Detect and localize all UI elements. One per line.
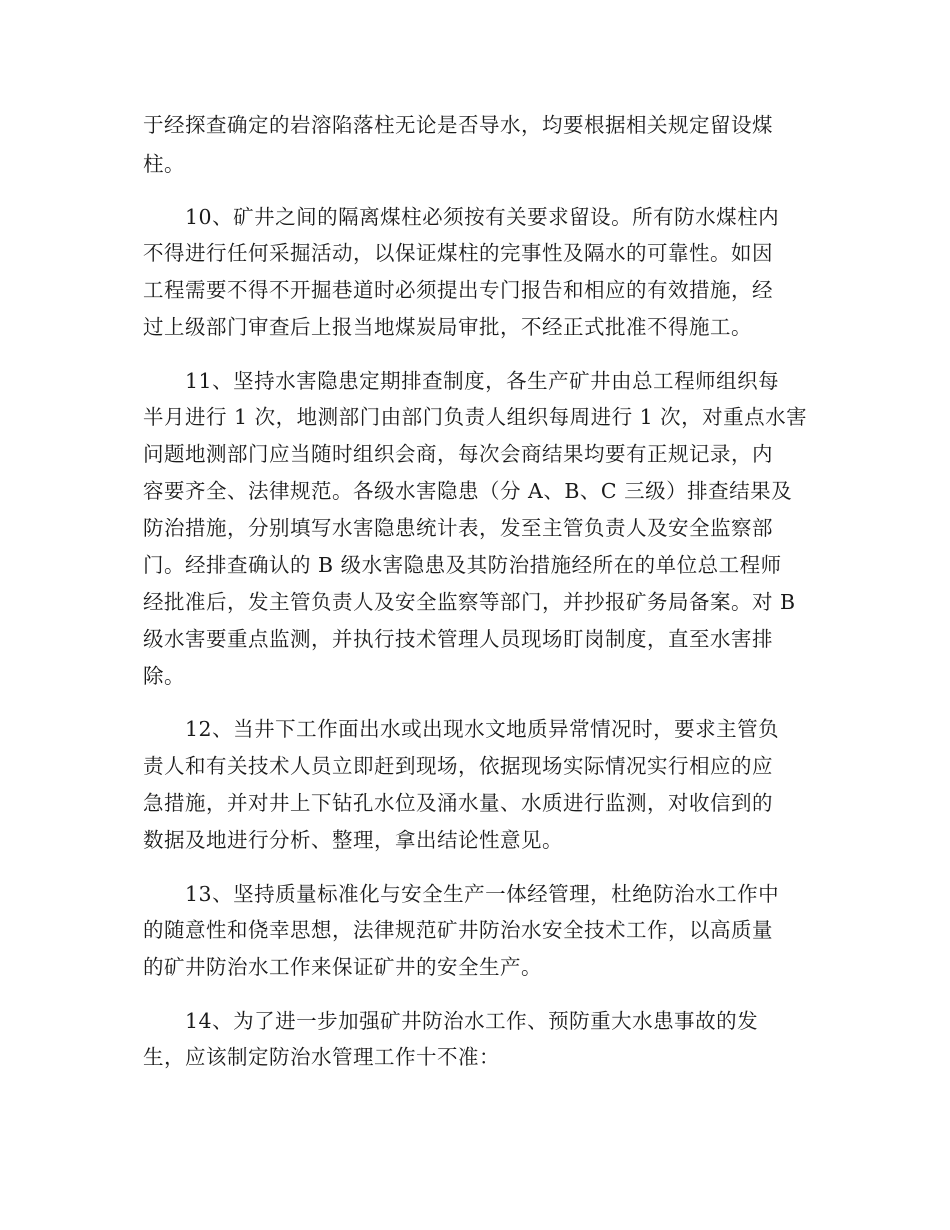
paragraph-line: 于经探查确定的岩溶陷落柱无论是否导水，均要根据相关规定留设煤 xyxy=(143,113,773,137)
paragraph-line: 11、坚持水害隐患定期排查制度，各生产矿井由总工程师组织每 xyxy=(185,369,780,393)
paragraph-line: 的矿井防治水工作来保证矿井的安全生产。 xyxy=(143,955,542,979)
paragraph-line: 除。 xyxy=(143,664,185,688)
paragraph-line: 急措施，并对井上下钻孔水位及涌水量、水质进行监测，对收信到的 xyxy=(143,791,773,815)
paragraph-line: 容要齐全、法律规范。各级水害隐患（分 A、B、C 三级）排查结果及 xyxy=(143,479,793,503)
paragraph-line: 级水害要重点监测，并执行技术管理人员现场盯岗制度，直至水害排 xyxy=(143,627,773,651)
paragraph-line: 问题地测部门应当随时组织会商，每次会商结果均要有正规记录，内 xyxy=(143,442,773,466)
paragraph-line: 13、坚持质量标准化与安全生产一体经管理，杜绝防治水工作中 xyxy=(185,882,780,906)
paragraph-line: 责人和有关技术人员立即赶到现场，依据现场实际情况实行相应的应 xyxy=(143,754,773,778)
paragraph-line: 的随意性和侥幸思想，法律规范矿井防治水安全技术工作，以高质量 xyxy=(143,918,773,942)
paragraph-line: 柱。 xyxy=(143,152,185,176)
paragraph-line: 生，应该制定防治水管理工作十不准： xyxy=(143,1045,500,1069)
paragraph-line: 不得进行任何采掘活动，以保证煤柱的完事性及隔水的可靠性。如因 xyxy=(143,241,773,265)
paragraph-line: 防治措施，分别填写水害隐患统计表，发至主管负责人及安全监察部 xyxy=(143,516,773,540)
paragraph-line: 过上级部门审查后上报当地煤炭局审批，不经正式批准不得施工。 xyxy=(143,315,752,339)
paragraph-line: 工程需要不得不开掘巷道时必须提出专门报告和相应的有效措施，经 xyxy=(143,278,773,302)
paragraph-line: 经批准后，发主管负责人及安全监察等部门，并抄报矿务局备案。对 B xyxy=(143,590,796,614)
paragraph-line: 12、当井下工作面出水或出现水文地质异常情况时，要求主管负 xyxy=(185,717,780,741)
paragraph-line: 数据及地进行分析、整理，拿出结论性意见。 xyxy=(143,828,563,852)
paragraph-line: 10、矿井之间的隔离煤柱必须按有关要求留设。所有防水煤柱内 xyxy=(185,205,780,229)
paragraph-line: 半月进行 1 次，地测部门由部门负责人组织每周进行 1 次，对重点水害 xyxy=(143,405,808,429)
paragraph-line: 14、为了进一步加强矿井防治水工作、预防重大水患事故的发 xyxy=(185,1009,759,1033)
paragraph-line: 门。经排查确认的 B 级水害隐患及其防治措施经所在的单位总工程师 xyxy=(143,553,782,577)
